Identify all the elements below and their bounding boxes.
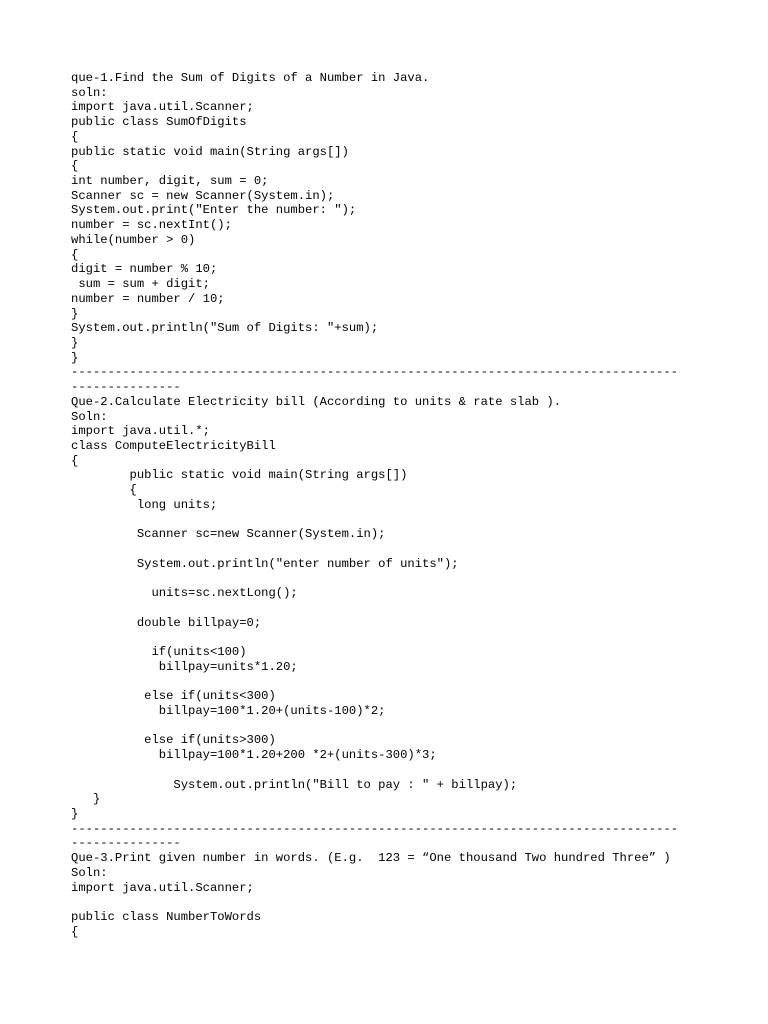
code-line: billpay=units*1.20; (71, 659, 298, 674)
code-line: System.out.println("Bill to pay : " + billpay); (71, 777, 518, 792)
code-line: { (71, 159, 79, 174)
code-line: { (71, 483, 137, 498)
code-line: long units; (71, 497, 218, 512)
separator-line: --------------- (71, 836, 181, 851)
code-line: Scanner sc=new Scanner(System.in); (71, 527, 386, 542)
blank-line (71, 674, 761, 689)
blank-line (71, 895, 761, 910)
code-line: import java.util.Scanner; (71, 100, 254, 115)
code-line: } (71, 792, 101, 807)
blank-line (71, 719, 761, 734)
separator-line: --------------- (71, 380, 181, 395)
solution-label: soln: (71, 85, 108, 100)
question-1-heading: que-1.Find the Sum of Digits of a Number in Java. (71, 71, 430, 85)
code-line: import java.util.Scanner; (71, 880, 254, 895)
blank-line (71, 601, 761, 616)
code-line: public static void main(String args[]) (71, 468, 408, 483)
document-page (71, 71, 761, 939)
code-line: } (71, 306, 79, 321)
code-line: { (71, 924, 79, 939)
code-line: billpay=100*1.20+200 *2+(units-300)*3; (71, 748, 437, 763)
code-line: else if(units<300) (71, 689, 276, 704)
code-line: System.out.println("enter number of units"); (71, 556, 459, 571)
code-line: if(units<100) (71, 645, 247, 660)
solution-label: Soln: (71, 409, 108, 424)
blank-line (71, 571, 761, 586)
code-line: units=sc.nextLong(); (71, 586, 298, 601)
blank-line (71, 763, 761, 778)
code-line: public class SumOfDigits (71, 115, 247, 130)
blank-line (71, 542, 761, 557)
code-line: { (71, 453, 79, 468)
code-line: System.out.println("Sum of Digits: "+sum); (71, 321, 379, 336)
code-line: System.out.print("Enter the number: "); (71, 203, 357, 218)
code-line: while(number > 0) (71, 232, 196, 247)
code-line: Scanner sc = new Scanner(System.in); (71, 188, 335, 203)
code-line: sum = sum + digit; (71, 277, 210, 292)
blank-line (71, 513, 761, 528)
solution-label: Soln: (71, 865, 108, 880)
code-line: } (71, 350, 79, 365)
code-line: } (71, 335, 79, 350)
code-line: int number, digit, sum = 0; (71, 174, 269, 189)
blank-line (71, 630, 761, 645)
code-line: number = number / 10; (71, 291, 225, 306)
separator-line: ----------------------------------------------------------------------------------- (71, 365, 679, 380)
code-line: } (71, 806, 79, 821)
code-line: double billpay=0; (71, 615, 262, 630)
code-line: else if(units>300) (71, 733, 276, 748)
code-line: import java.util.*; (71, 424, 210, 439)
code-line: { (71, 247, 79, 262)
code-line: public class NumberToWords (71, 909, 262, 924)
code-line: class ComputeElectricityBill (71, 438, 276, 453)
question-2-heading: Que-2.Calculate Electricity bill (According to units & rate slab ). (71, 394, 562, 409)
separator-line: ----------------------------------------------------------------------------------- (71, 821, 679, 836)
question-3-heading: Que-3.Print given number in words. (E.g. 123 = “One thousand Two hundred Three” ) (71, 851, 671, 866)
code-line: billpay=100*1.20+(units-100)*2; (71, 703, 386, 718)
code-line: number = sc.nextInt(); (71, 218, 232, 233)
code-line: digit = number % 10; (71, 262, 218, 277)
code-line: { (71, 129, 79, 144)
code-line: public static void main(String args[]) (71, 144, 349, 159)
